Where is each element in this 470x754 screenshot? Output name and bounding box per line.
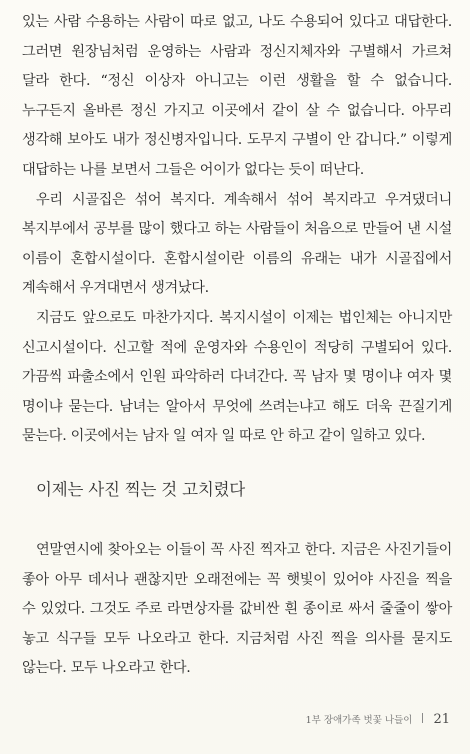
- footer-divider: [422, 713, 423, 723]
- running-title: 1부 장애가족 벗꽃 나들이: [305, 715, 413, 726]
- paragraph: 우리 시골집은 섞어 복지다. 계속해서 섞어 복지라고 우겨댔더니 복지부에서 공부를 많이 했다고 하는 사람들이 처음으로 만들어 낸 시설 이름이 혼합시설이다. 혼합시설이란 이름의 유래는 내가 시골집에서 계속해서 우겨대면서 생겨났다.: [22, 191, 452, 297]
- section-heading: 이제는 사진 찍는 것 고치렸다: [36, 480, 246, 499]
- page-footer: [306, 712, 450, 727]
- body-text: [22, 8, 452, 452]
- paragraph: 있는 사람 수용하는 사람이 따로 없고, 나도 수용되어 있다고 대답한다. 그러면 원장님처럼 운영하는 사람과 정신지체자와 구별해서 가르쳐 달라 한다. “정신 이상자 아니고는 이런 생활을 할 수 없습니다. 누구든지 올바른 정신 가지고 이곳에서 같이 살 수 없습니다. 아무리 생각해 보아도 내가 정신병자입니다. 도무지 구별이 안 갑니다.” 이렇게 대답하는 나를 보면서 그들은 어이가 없다는 듯이 떠난다.: [22, 14, 452, 178]
- section-body: [22, 536, 452, 684]
- paragraph: 연말연시에 찾아오는 이들이 꼭 사진 찍자고 한다. 지금은 사진기들이 좋아 아무 데서나 괜찮지만 오래전에는 꼭 햇빛이 있어야 사진을 찍을 수 있었다. 그것도 주로 라면상자를 값비싼 흰 종이로 싸서 줄줄이 쌓아 놓고 식구들 모두 나오라고 한다. 지금처럼 사진 찍을 의사를 묻지도 않는다. 모두 나오라고 한다.: [22, 542, 452, 677]
- paragraph: 지금도 앞으로도 마찬가지다. 복지시설이 이제는 법인체는 아니지만 신고시설이다. 신고할 적에 운영자와 수용인이 적당히 구별되어 있다. 가끔씩 파출소에서 인원 파악하러 다녀간다. 꼭 남자 몇 명이냐 여자 몇 명이냐 묻는다. 남녀는 알아서 무엇에 쓰려는냐고 해도 더욱 끈질기게 묻는다. 이곳에서는 남자 일 여자 일 따로 안 하고 같이 일하고 있다.: [22, 309, 452, 445]
- page-number: 21: [433, 712, 450, 727]
